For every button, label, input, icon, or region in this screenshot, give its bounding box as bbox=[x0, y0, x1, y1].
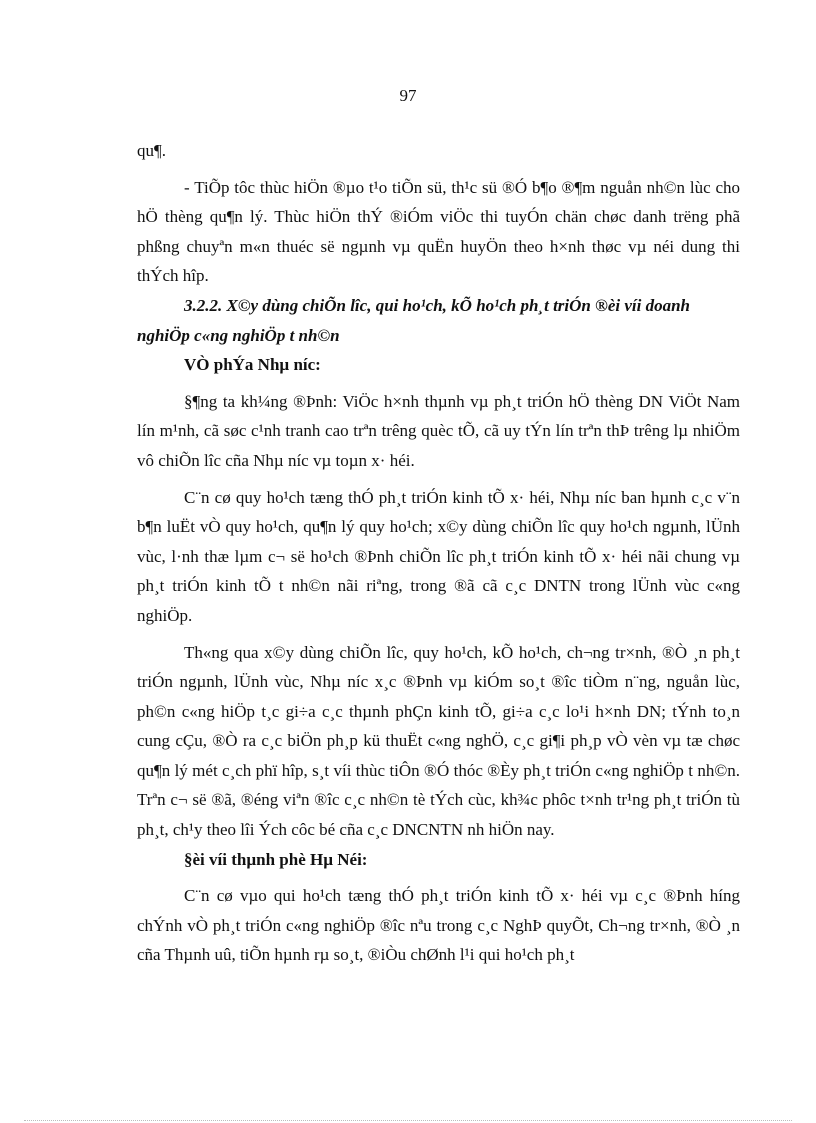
paragraph-continuation: qu¶. bbox=[137, 141, 166, 160]
paragraph-strategy-building: Th«ng qua x©y dùng chiÕn lîc, quy ho¹ch, kÕ ho¹ch, ch¬ng tr×nh, ®Ò ¸n ph¸t triÓn ngµnh, lÜnh vùc, Nhµ níc x¸c ®Þnh vµ kiÓm so¸t ®îc tiÒm n¨ng, nguån lùc, ph©n c«ng hiÖp t¸c gi÷a c¸c thµnh phÇn kinh tÕ, gi÷a c¸c lo¹i h×nh DN; tÝnh to¸n cung cÇu, ®Ò ra c¸c biÖn ph¸p kü thuËt c«ng nghÖ, c¸c gi¶i ph¸p vÒ vèn vµ tæ chøc qu¶n lý mét c¸ch phï hîp, s¸t víi thùc tiÔn ®Ó thóc ®Èy ph¸t triÓn c«ng nghiÖp t nh©n. Trªn c¬ së ®ã, ®éng viªn ®îc c¸c nh©n tè tÝch cùc, kh¾c phôc t×nh tr¹ng ph¸t triÓn tù ph¸t, ch¹y theo lîi Ých côc bé cña c¸c DNCNTN nh hiÖn nay. bbox=[137, 642, 740, 840]
paragraph-hanoi-planning: C¨n cø vµo qui ho¹ch tæng thÓ ph¸t triÓn kinh tÕ x· héi vµ c¸c ®Þnh híng chÝnh vÒ ph¸t triÓn c«ng nghiÖp ®îc nªu trong c¸c NghÞ quyÕt, Ch¬ng tr×nh, ®Ò ¸n cña Thµnh uû, tiÕn hµnh rµ so¸t, ®iÒu chØnh l¹i qui ho¹ch ph¸t bbox=[137, 886, 740, 965]
subheading-hanoi: §èi víi thµnh phè Hµ Néi: bbox=[184, 849, 368, 869]
paragraph-planning-basis: C¨n cø quy ho¹ch tæng thÓ ph¸t triÓn kinh tÕ x· héi, Nhµ níc ban hµnh c¸c v¨n b¶n luËt vÒ quy ho¹ch, qu¶n lý quy ho¹ch; x©y dùng chiÕn lîc quy ho¹ch ngµnh, lÜnh vùc, l·nh thæ lµm c¬ së ho¹ch ®Þnh chiÕn lîc ph¸t triÓn kinh tÕ x· héi nãi chung vµ ph¸t triÓn kinh tÕ t nh©n nãi riªng, trong ®ã cã c¸c DNTN trong lÜnh vùc c«ng nghiÖp. bbox=[137, 487, 740, 625]
section-heading: 3.2.2. X©y dùng chiÕn lîc, qui ho¹ch, kÕ ho¹ch ph¸t triÓn ®èi víi doanh nghiÖp c«ng nghiÖp t nh©n bbox=[137, 295, 690, 345]
subheading-state: VÒ phÝa Nhµ níc: bbox=[184, 355, 321, 375]
paragraph-party-affirmation: §¶ng ta kh¼ng ®Þnh: ViÖc h×nh thµnh vµ ph¸t triÓn hÖ thèng DN ViÖt Nam lín m¹nh, cã søc c¹nh tranh cao trªn trêng quèc tÕ, cã uy tÝn lín trªn thÞ trêng lµ nhiÖm vô chiÕn lîc cña Nhµ níc vµ toµn x· héi. bbox=[137, 391, 740, 470]
paragraph-training: - TiÕp tôc thùc hiÖn ®µo t¹o tiÕn sü, th¹c sü ®Ó b¶o ®¶m nguån nh©n lùc cho hÖ thèng qu¶n lý. Thùc hiÖn thÝ ®iÓm viÖc thi tuyÓn chän chøc danh trëng phã phßng chuyªn m«n thuéc së ngµnh vµ quËn huyÖn theo h×nh thøc vµ néi dung thi thÝch hîp. bbox=[137, 177, 740, 286]
footer-divider bbox=[24, 1120, 792, 1121]
page-body bbox=[137, 136, 740, 970]
page-number: 97 bbox=[399, 86, 417, 105]
